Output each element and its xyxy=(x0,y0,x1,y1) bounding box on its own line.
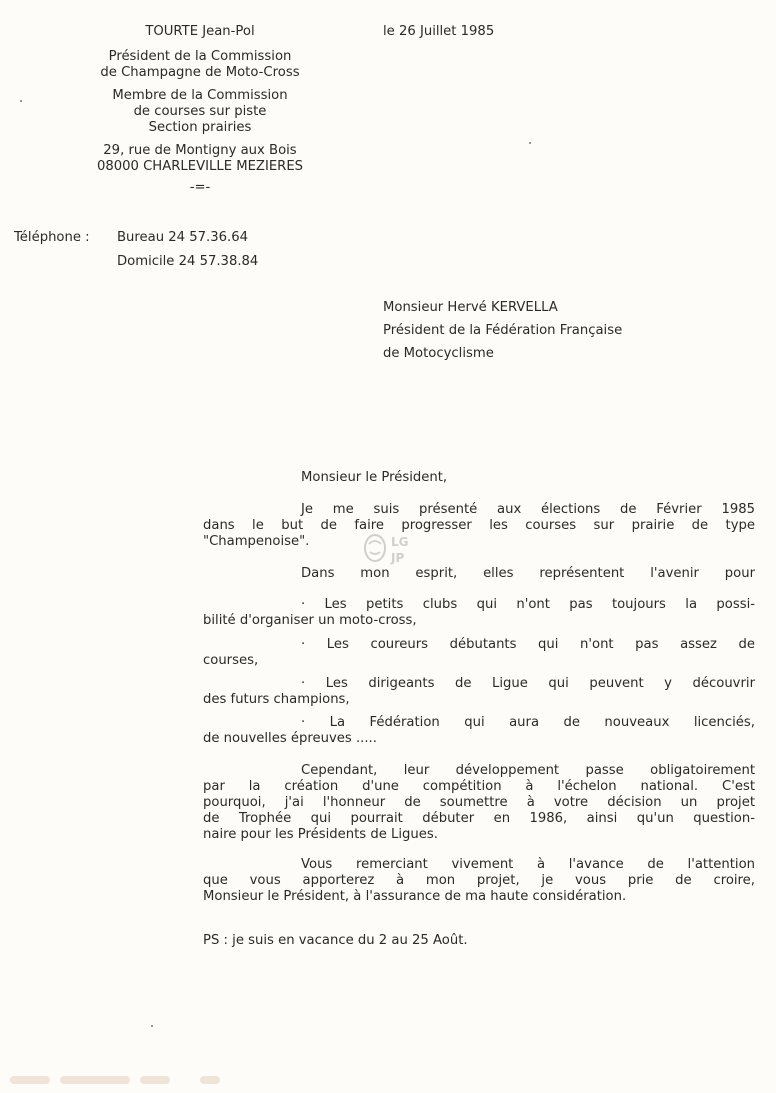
paragraph-3-line: de Trophée qui pourrait débuter en 1986, ainsi qu'un question- xyxy=(203,811,755,826)
bullet-line: courses, xyxy=(203,653,259,668)
sender-name-block xyxy=(60,24,340,40)
bullet-line: · Les dirigeants de Ligue qui peuvent y découvrir xyxy=(301,676,755,691)
recipient-line: Président de la Fédération Française xyxy=(383,323,623,338)
paragraph-2: Dans mon esprit, elles représentent l'avenir pour xyxy=(301,566,755,581)
sender-title-line: Section prairies xyxy=(148,120,252,135)
bullet-line: de nouvelles épreuves ..... xyxy=(203,731,377,746)
postscript: PS : je suis en vacance du 2 au 25 Août. xyxy=(203,933,468,948)
scan-speck xyxy=(529,142,531,144)
paragraph-3-line: Cependant, leur développement passe obligatoirement xyxy=(301,763,755,778)
paragraph-1-line: Je me suis présenté aux élections de Février 1985 xyxy=(301,502,755,517)
phone-office: Bureau 24 57.36.64 xyxy=(117,230,248,245)
paragraph-4-line: Vous remerciant vivement à l'avance de l'attention xyxy=(301,857,755,872)
sender-separator-block xyxy=(60,180,340,196)
sender-separator: -=- xyxy=(189,180,211,195)
letter-date: le 26 Juillet 1985 xyxy=(383,24,495,39)
sender-title-block-1 xyxy=(60,49,340,81)
paragraph-3-line: naire pour les Présidents de Ligues. xyxy=(203,827,438,842)
paragraph-3-line: pourquoi, j'ai l'honneur de soumettre à votre décision un projet xyxy=(203,795,755,810)
paragraph-4-line: Monsieur le Président, à l'assurance de ma haute considération. xyxy=(203,889,627,904)
recipient-name: Monsieur Hervé KERVELLA xyxy=(383,300,558,315)
paragraph-4-line: que vous apporterez à mon projet, je vous prie de croire, xyxy=(203,873,755,888)
scan-speck xyxy=(151,1025,153,1027)
sender-title-line: de Champagne de Moto-Cross xyxy=(100,65,300,80)
bullet-line: bilité d'organiser un moto-cross, xyxy=(203,613,417,628)
svg-text:LG: LG xyxy=(391,535,409,549)
bullet-line: des futurs champions, xyxy=(203,692,350,707)
salutation: Monsieur le Président, xyxy=(301,470,448,485)
bullet-line: · Les coureurs débutants qui n'ont pas assez de xyxy=(301,637,755,652)
sender-title-line: Président de la Commission xyxy=(108,49,292,64)
svg-text:JP: JP xyxy=(391,551,405,565)
sender-name: TOURTE Jean-Pol xyxy=(145,24,255,39)
scan-stain xyxy=(60,1076,130,1084)
sender-title-line: Membre de la Commission xyxy=(112,88,288,103)
phone-home: Domicile 24 57.38.84 xyxy=(117,254,259,269)
sender-address xyxy=(60,143,340,175)
paragraph-3-line: par la création d'une compétition à l'échelon national. C'est xyxy=(203,779,755,794)
paragraph-1-line: "Champenoise". xyxy=(203,534,310,549)
sender-title-block-2 xyxy=(60,88,340,136)
sender-title-line: de courses sur piste xyxy=(133,104,267,119)
paragraph-1-line: dans le but de faire progresser les courses sur prairie de type xyxy=(203,518,755,533)
recipient-line: de Motocyclisme xyxy=(383,346,494,361)
scan-stain xyxy=(10,1076,50,1084)
phone-label: Téléphone : xyxy=(14,230,90,245)
bullet-line: · La Fédération qui aura de nouveaux licenciés, xyxy=(301,715,755,730)
scan-stain xyxy=(200,1076,220,1084)
bullet-line: · Les petits clubs qui n'ont pas toujours la possi- xyxy=(301,597,755,612)
stamp-logo-icon xyxy=(361,528,413,568)
scan-speck xyxy=(20,100,22,102)
scan-stain xyxy=(140,1076,170,1084)
sender-address-line: 29, rue de Montigny aux Bois xyxy=(103,143,297,158)
sender-address-line: 08000 CHARLEVILLE MEZIERES xyxy=(96,159,304,174)
